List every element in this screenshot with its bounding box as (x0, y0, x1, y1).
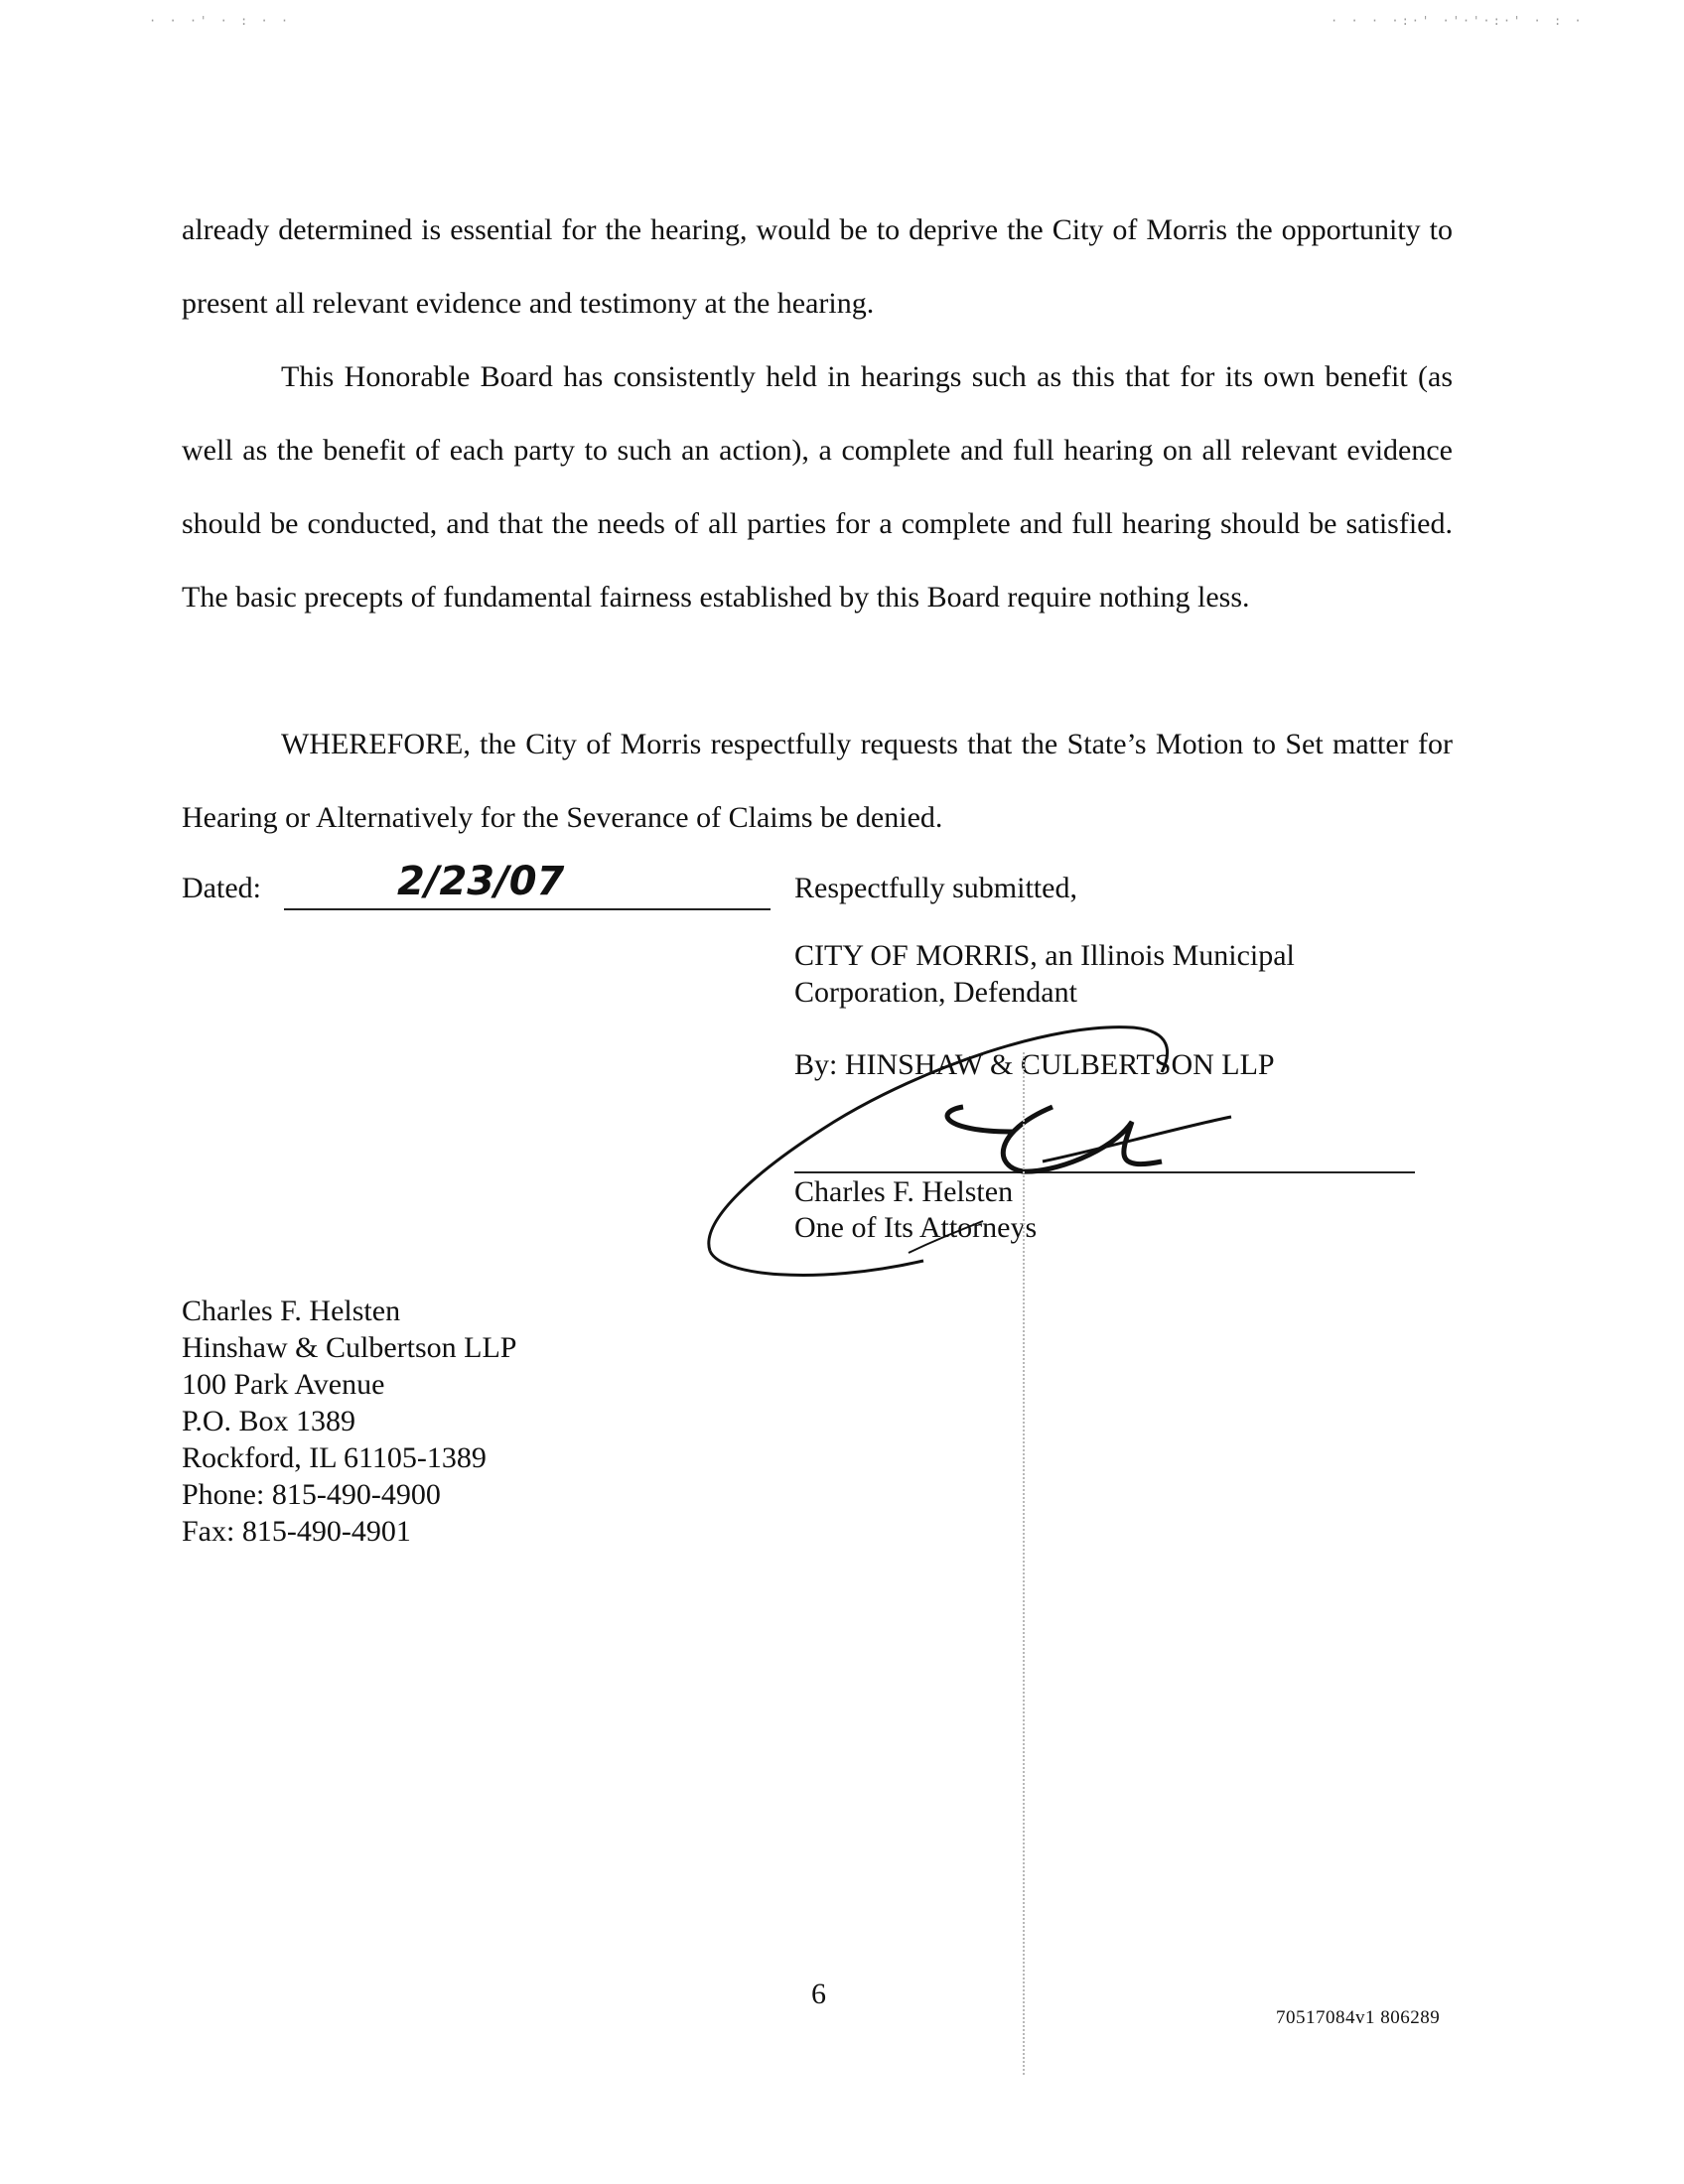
address-line: Charles F. Helsten (182, 1295, 401, 1327)
date-underline (284, 908, 771, 910)
handwritten-date: 2/23/07 (397, 859, 565, 904)
address-line: Rockford, IL 61105-1389 (182, 1441, 487, 1474)
paragraph-board-fairness: This Honorable Board has consistently held in hearings such as this that for its own benefit (as well as the benefit of each party to such an action), a complete and full hearing on all relevant evidence should be conducted, and that the needs of all parties for a complete and full hearing should be satisfied. The basic precepts of fundamental fairness established by this Board require nothing less. (182, 360, 1453, 614)
address-line: P.O. Box 1389 (182, 1405, 356, 1437)
respectfully-submitted: Respectfully submitted, (794, 872, 1077, 904)
party-line-2: Corporation, Defendant (794, 976, 1077, 1009)
handwritten-signature (695, 1003, 1251, 1291)
scan-artifact-top-left: · · ·' · : · · (149, 14, 292, 28)
address-line: Hinshaw & Culbertson LLP (182, 1331, 517, 1364)
address-line: 100 Park Avenue (182, 1368, 385, 1401)
paragraph-continuation: already determined is essential for the hearing, would be to deprive the City of Morris the opportunity to present all relevant evidence and testimony at the hearing. (182, 213, 1453, 320)
signer-role: One of Its Attorneys (794, 1211, 1038, 1244)
scan-fold-line (1023, 1052, 1025, 2075)
attorney-address-block (182, 1293, 517, 1550)
signer-name: Charles F. Helsten (794, 1175, 1014, 1208)
by-firm-line: By: HINSHAW & CULBERTSON LLP (794, 1048, 1275, 1081)
party-line-1: CITY OF MORRIS, an Illinois Municipal (794, 939, 1295, 972)
scan-artifact-top-right: · · · ·:·' ·'·'·:·' · : · (1331, 14, 1585, 28)
address-line: Fax: 815-490-4901 (182, 1515, 411, 1548)
paragraph-wherefore: WHEREFORE, the City of Morris respectfully requests that the State’s Motion to Set matter for Hearing or Alternatively for the Severance of Claims be denied. (182, 728, 1453, 834)
page-number: 6 (811, 1978, 826, 2010)
dated-label: Dated: (182, 872, 261, 904)
document-id: 70517084v1 806289 (1276, 2007, 1441, 2028)
address-line: Phone: 815-490-4900 (182, 1478, 441, 1511)
